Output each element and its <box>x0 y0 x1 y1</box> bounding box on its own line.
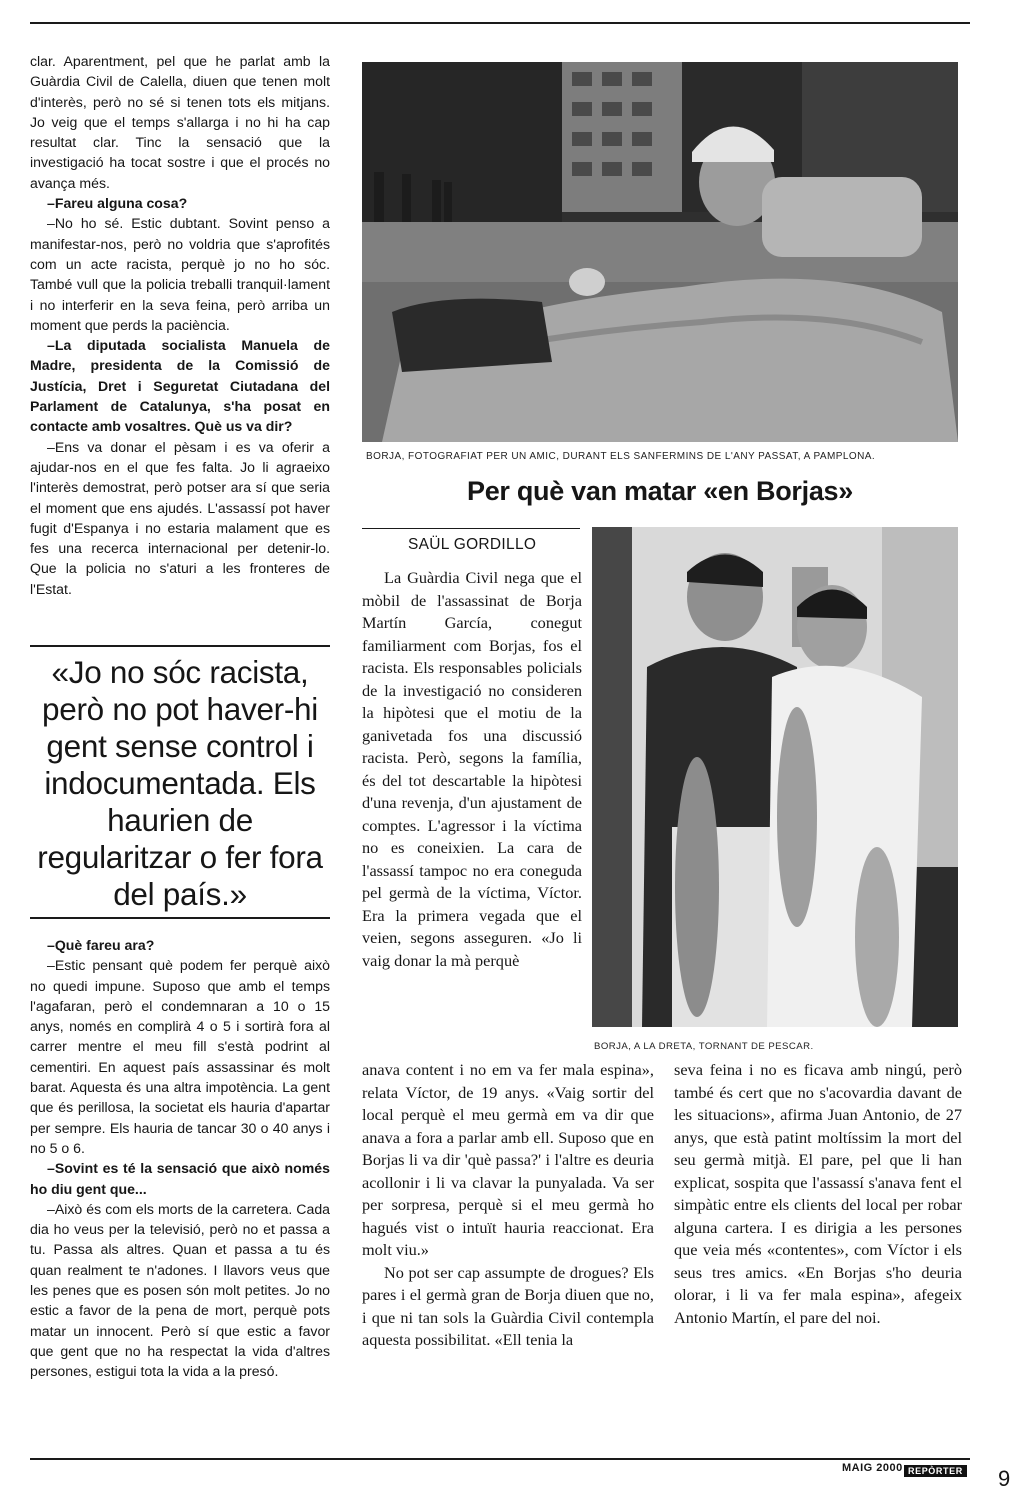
sidebar-headline: Per què van matar «en Borjas» <box>467 476 853 506</box>
byline-rule <box>362 528 580 529</box>
pull-quote-top-rule <box>30 645 330 647</box>
interview-answer: –No ho sé. Estic dubtant. Sovint penso a manifestar-nos, però no voldria que s'aprofités com un acte racista, perquè jo no ho sóc. També vull que la policia treballi tranquil·lament i no interferir en la seva feina, però arriba un moment que perds la paciència. <box>30 215 330 333</box>
fishing-photo <box>592 527 958 1027</box>
issue-date: MAIG 2000 <box>842 1462 903 1474</box>
top-photo <box>362 62 958 442</box>
sidebar-intro-text: La Guàrdia Civil nega que el mòbil de l'assassinat de Borja Martín García, conegut familiarment com Borjas, fos el racista. Els responsables policials de la investigació no consideren la hipòtesi que el motiu de la ganivetada fos una discussió racista. Però, segons la família, és del tot descartable la hipòtesi d'una revenja, d'un ajustament de comptes. L'agressor i la víctima no es coneixien. La cara de l'assassí tampoc no era coneguda pel germà de la víctima, Víctor. Era la primera vegada que el veien, segons asseguren. «Jo li vaig donar la mà perquè <box>362 568 582 970</box>
fishing-photo-caption: BORJA, A LA DRETA, TORNANT DE PESCAR. <box>594 1041 814 1052</box>
interview-answer: –Això és com els morts de la carretera. Cada dia ho veus per la televisió, però no et passa a tu. Passa als altres. Quan et passa a tu és quan realment te n'adones. I llavors veus que les penes que es posen són molt petites. Jo no estic a favor de la pena de mort, perquè pots matar un innocent. Però sí que estic a favor que gent que no ha respectat la vida d'altres persones, estigui tota la vida a la presó. <box>30 1200 330 1380</box>
top-photo-caption: BORJA, FOTOGRAFIAT PER UN AMIC, DURANT ELS SANFERMINS DE L'ANY PASSAT, A PAMPLONA. <box>366 451 876 462</box>
bottom-rule <box>30 1458 970 1460</box>
left-column-bottom-text <box>30 935 330 1382</box>
interview-question: –La diputada socialista Manuela de Madre, presidenta de la Comissió de Justícia, Dret i Seguretat Ciutadana del Parlament de Catalunya, s'ha posat en contacte amb vosaltres. Què us va dir? <box>30 337 330 435</box>
interview-answer: –Ens va donar el pèsam i es va oferir a ajudar-nos en el que fes falta. Jo li agraeixo l'interès demostrat, però potser ara sí que seria el moment que ens ajudés. L'assassí pot haver fugit d'Espanya i no estaria malament que es fes una recerca internacional per detenir-lo. Que la policia no s'aturi a les fronteres de l'Estat. <box>30 438 330 597</box>
sidebar-paragraph: No pot ser cap assumpte de drogues? Els pares i el germà gran de Borja diuen que no, i que ni tan sols la Guàrdia Civil contempla aquesta possibilitat. «Ell tenia la <box>362 1262 654 1349</box>
interview-answer: –Estic pensant què podem fer perquè això no quedi impune. Suposo que amb el temps l'agafaran, però el condemnaran a 10 o 15 anys, només en complirà 4 o 5 i sortirà fora al carrer mentre el meu fill s'està podrint al cementiri. En aquest país assassinar és molt barat. Aquesta és una altra impotència. La gent que és perillosa, la societat els hauria d'apartar per sempre. Els hauria de tancar 30 o 40 anys i no 5 o 6. <box>30 957 330 1156</box>
interview-question: –Fareu alguna cosa? <box>47 195 188 212</box>
interview-question: –Què fareu ara? <box>47 937 155 953</box>
page-number: 9 <box>998 1466 1011 1491</box>
sidebar-column-1-bottom <box>362 1059 654 1352</box>
interview-question: –Sovint es té la sensació que això només ho diu gent que... <box>30 1160 330 1197</box>
top-rule <box>30 22 970 24</box>
left-column-top-text <box>30 51 330 599</box>
pull-quote: «Jo no sóc racista, però no pot haver-hi gent sense control i indocumentada. Els haurien de regularitzar o fer fora del país.» <box>37 654 323 912</box>
pull-quote-bottom-rule <box>30 917 330 919</box>
top-photo-illustration <box>362 62 958 442</box>
magazine-logo <box>904 1461 967 1479</box>
sidebar-paragraph: anava content i no em va fer mala espina», relata Víctor, de 19 anys. «Vaig sortir del local perquè el meu germà em va dir que anava a fora a parlar amb ell. Suposo que en Borjas li va dir 'què passa?' i l'altre es deuria acollonir i li va clavar la punyalada. Va ser per sorpresa, perquè si el meu germà ho hagués vist o intuït hauria reaccionat. Era molt viu.» <box>362 1060 654 1259</box>
sidebar-column-2: seva feina i no es ficava amb ningú, però també és cert que no s'acovardia davant de les situacions», afirma Juan Antonio, de 27 anys, que està patint moltíssim la mort del seu germà mitjà. El pare, pel que li han explicat, sospita que l'assassí s'anava fent el simpàtic entre els clients del local per robar alguna cartera. I es dirigia a les persones que veia més «contentes», com Víctor i els seus tres amics. «En Borjas s'ho deuria olorar, i li va fer mala espina», afegeix Antonio Martín, el pare del noi. <box>674 1060 962 1327</box>
fishing-photo-illustration <box>592 527 958 1027</box>
magazine-logo-text: REPÒRTER <box>904 1465 967 1477</box>
interview-answer: clar. Aparentment, pel que he parlat amb la Guàrdia Civil de Calella, diuen que tenen molt d'interès, però no sé si tenen tots els mitjans. Jo veig que el temps s'allarga i no hi ha cap resultat clar. Tinc la sensació que la investigació ha tocat sostre i que el procés no avança més. <box>30 53 330 191</box>
byline: SAÜL GORDILLO <box>408 536 537 553</box>
